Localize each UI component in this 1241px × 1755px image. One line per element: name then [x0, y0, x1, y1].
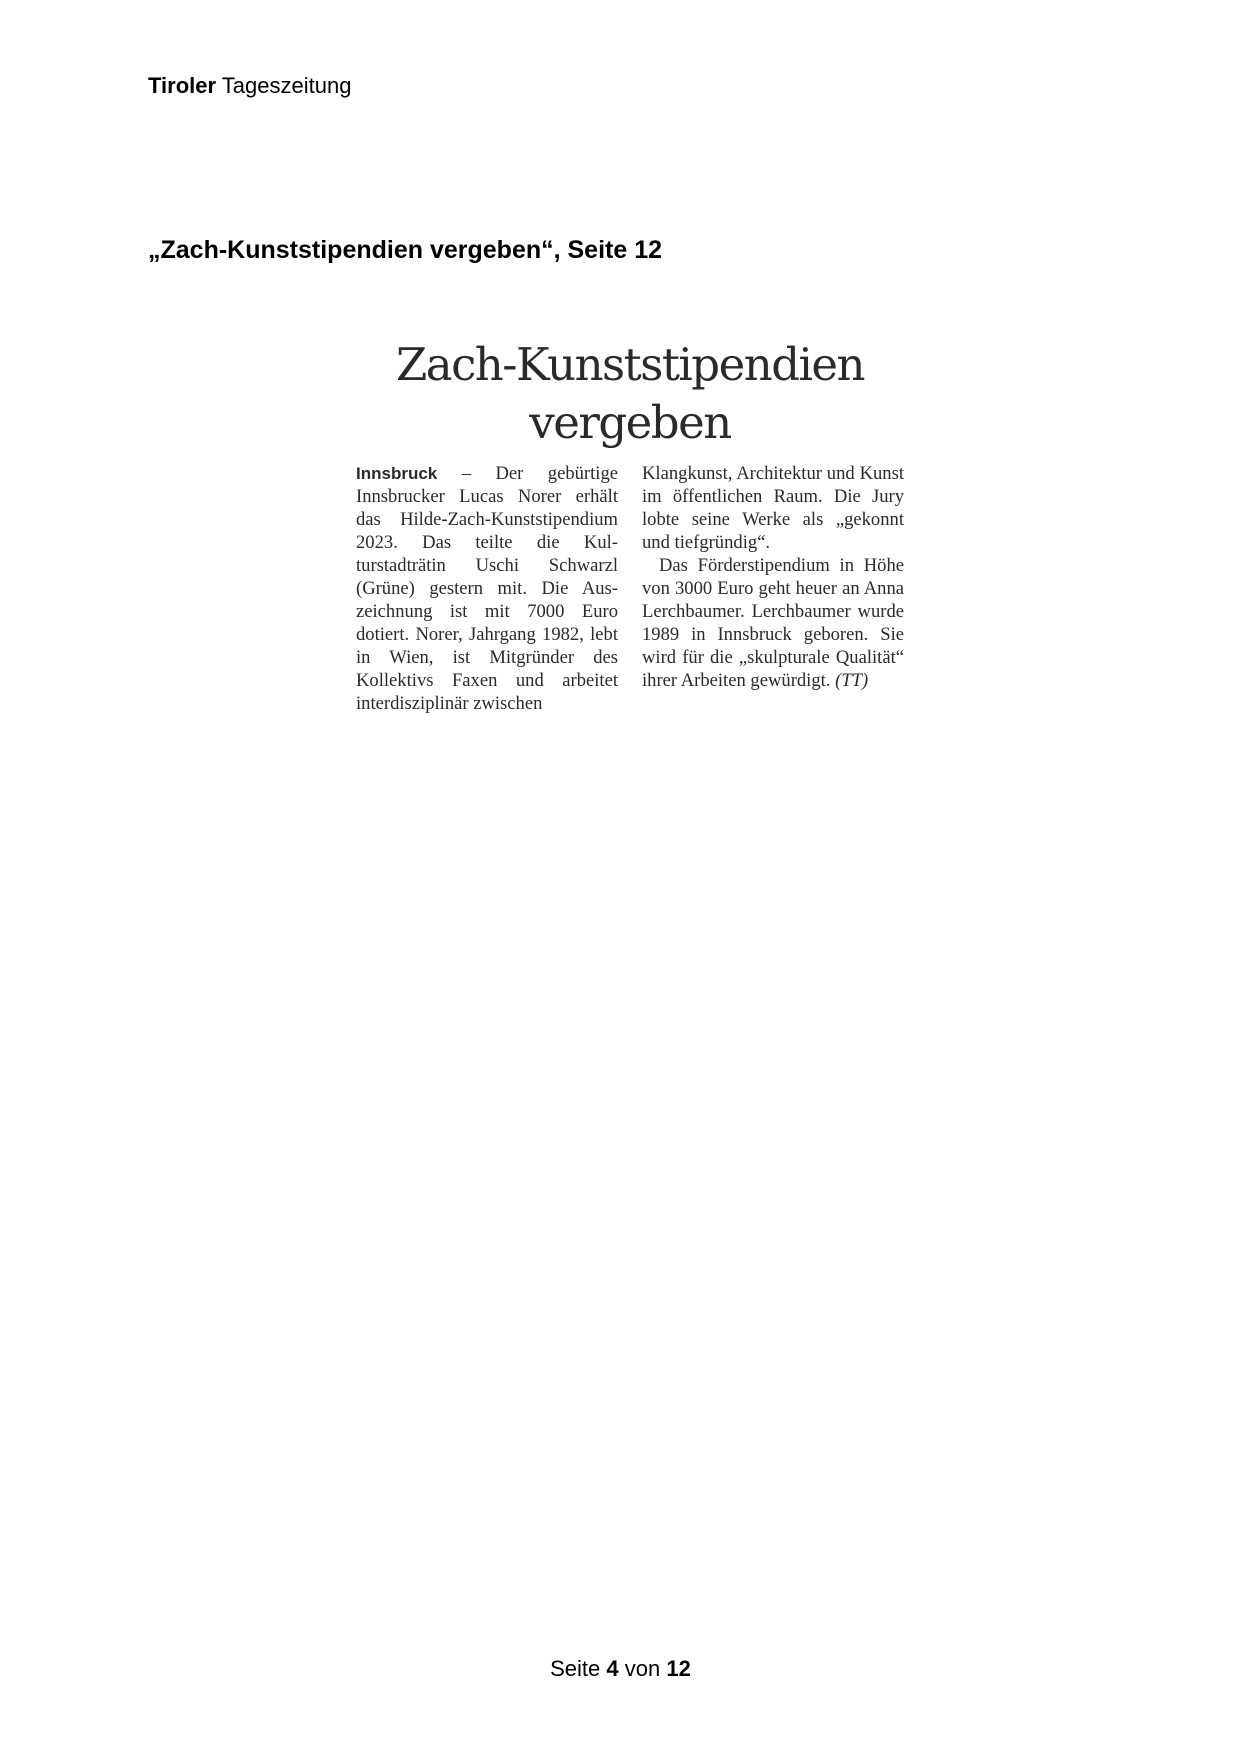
publication-name	[148, 72, 351, 100]
footer-page-total: 12	[666, 1656, 691, 1681]
footer-prefix: Seite	[550, 1656, 601, 1681]
clipping-headline	[356, 336, 904, 452]
article-paragraph-2	[642, 554, 904, 692]
article-reference: „Zach-Kunststipendien vergeben“, Seite 12	[148, 236, 663, 264]
paragraph-2-text: Das Förderstipendium in Höhe von 3000 Euro geht heuer an Anna Lerchbaumer. Lerchbaumer wurde 1989 in Innsbruck geboren. Sie wird für die „skulpturale Qualität“ ihrer Arbeiten gewürdigt.	[642, 555, 904, 691]
author-credit: (TT)	[835, 670, 869, 691]
publication-name-bold: Tiroler	[148, 73, 217, 98]
article-column-right	[642, 462, 904, 715]
headline-line-1: Zach-Kunststipendien	[395, 338, 865, 391]
headline-line-2: vergeben	[529, 396, 731, 449]
paragraph-1-text: – Der gebürtige Innsbrucker Lucas Norer erhält das Hilde-Zach-Kunststipendium 2023. Das teilte die Kulturstadträtin Uschi Schwarzl (Grüne) gestern mit. Die Auszeichnung ist mit 7000 Euro dotiert. Norer, Jahrgang 1982, lebt in Wien, ist Mitgründer des Kollektivs Faxen und arbeitet interdisziplinär zwischen	[356, 463, 618, 714]
newspaper-clipping	[356, 336, 904, 715]
article-paragraph-1	[356, 462, 618, 715]
paragraph-1-continued: Klangkunst, Architektur und Kunst im öffentlichen Raum. Die Jury lobte seine Werke als „gekonnt und tiefgründig“.	[642, 463, 904, 553]
article-columns	[356, 462, 904, 715]
footer-page-number: 4	[606, 1656, 619, 1681]
footer-separator: von	[624, 1656, 661, 1681]
dateline: Innsbruck	[356, 464, 438, 483]
publication-name-regular: Tageszeitung	[221, 73, 352, 98]
article-column-left	[356, 462, 618, 715]
page-footer	[0, 1655, 1241, 1683]
